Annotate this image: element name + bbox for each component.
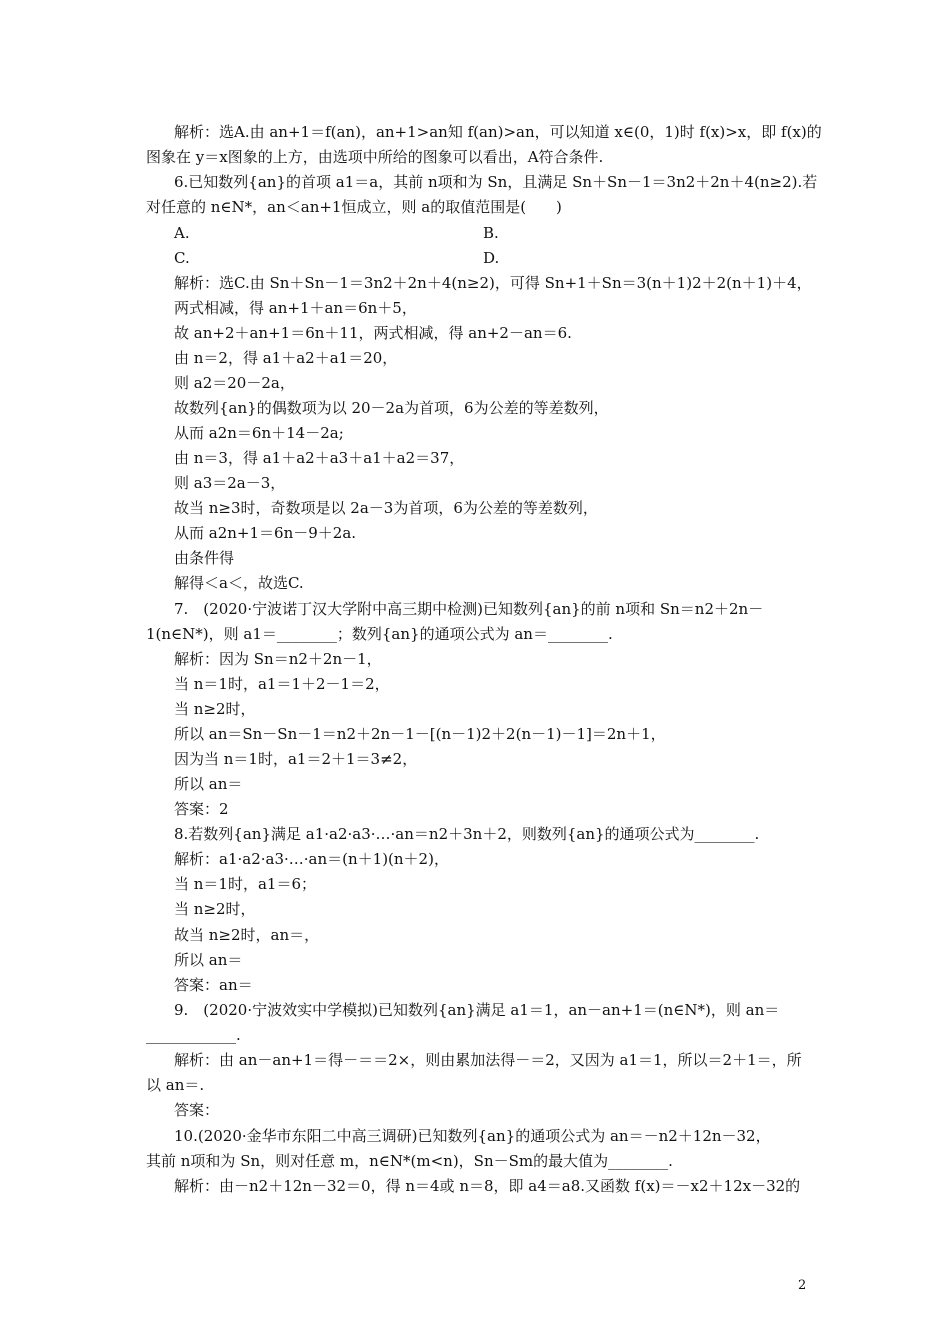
solution-8-line-5: 所以 an＝ — [174, 951, 243, 969]
solution-6-line-7: 从而 a2n＝6n＋14－2a; — [174, 424, 344, 442]
solution-6-line-6: 故数列{an}的偶数项为以 20－2a为首项，6为公差的等差数列， — [174, 399, 609, 417]
solution-7-line-3: 当 n≥2时， — [174, 700, 256, 718]
answer-9: 答案： — [174, 1101, 220, 1119]
option-d: D. — [483, 249, 500, 267]
solution-5-line-2: 图象在 y＝x图象的上方，由选项中所给的图象可以看出，A符合条件. — [146, 148, 604, 166]
answer-8: 答案：an＝ — [174, 976, 253, 994]
answer-7: 答案：2 — [174, 800, 229, 818]
solution-7-line-2: 当 n＝1时，a1＝1＋2－1＝2， — [174, 675, 390, 693]
question-10-line-1: 10.(2020·金华市东阳二中高三调研)已知数列{an}的通项公式为 an＝－n2＋12n－32， — [174, 1127, 771, 1145]
solution-5-line-1: 解析：选A.由 an+1＝f(an)，an+1>an知 f(an)>an，可以知道 x∈(0，1)时 f(x)>x，即 f(x)的 — [174, 123, 822, 141]
question-9-line-1: 9. (2020·宁波效实中学模拟)已知数列{an}满足 a1＝1，an－an+1＝(n∈N*)，则 an＝ — [174, 1001, 780, 1019]
solution-7-line-4: 所以 an＝Sn－Sn－1＝n2＋2n－1－[(n－1)2＋2(n－1)－1]＝2n＋1， — [174, 725, 666, 743]
option-a: A. — [174, 224, 190, 242]
solution-8-line-4: 故当 n≥2时，an＝， — [174, 926, 320, 944]
page-number: 2 — [798, 1278, 807, 1293]
solution-6-line-1: 解析：选C.由 Sn＋Sn－1＝3n2＋2n＋4(n≥2)，可得 Sn+1＋Sn＝3(n＋1)2＋2(n＋1)＋4， — [174, 274, 812, 292]
solution-7-line-5: 因为当 n＝1时，a1＝2＋1＝3≠2， — [174, 750, 418, 768]
solution-6-line-3: 故 an+2＋an+1＝6n＋11，两式相减，得 an+2－an＝6. — [174, 324, 572, 342]
solution-6-line-4: 由 n＝2，得 a1＋a2＋a1＝20， — [174, 349, 398, 367]
option-c: C. — [174, 249, 190, 267]
solution-8-line-2: 当 n＝1时，a1＝6； — [174, 875, 317, 893]
solution-6-line-11: 从而 a2n+1＝6n－9＋2a. — [174, 524, 357, 542]
option-b: B. — [483, 224, 499, 242]
question-9-line-2: ____________. — [146, 1026, 241, 1044]
solution-6-line-12: 由条件得 — [174, 549, 235, 567]
solution-8-line-1: 解析：a1·a2·a3·…·an＝(n＋1)(n＋2)， — [174, 850, 449, 868]
solution-9-line-2: 以 an＝. — [146, 1076, 205, 1094]
solution-9-line-1: 解析：由 an－an+1＝得－＝＝2×，则由累加法得－＝2，又因为 a1＝1，所以＝2＋1＝，所 — [174, 1051, 802, 1069]
question-6-line-1: 6.已知数列{an}的首项 a1＝a，其前 n项和为 Sn，且满足 Sn＋Sn－1＝3n2＋2n＋4(n≥2).若 — [174, 173, 818, 191]
question-7-line-2: 1(n∈N*)，则 a1＝________；数列{an}的通项公式为 an＝________. — [146, 625, 613, 643]
solution-7-line-1: 解析：因为 Sn＝n2＋2n－1， — [174, 650, 382, 668]
question-6-line-2: 对任意的 n∈N*，an＜an+1恒成立，则 a的取值范围是( ) — [146, 198, 562, 216]
solution-6-line-2: 两式相减，得 an+1＋an＝6n＋5， — [174, 299, 417, 317]
solution-6-line-9: 则 a3＝2a－3， — [174, 474, 286, 492]
solution-8-line-3: 当 n≥2时， — [174, 900, 256, 918]
question-8-line-1: 8.若数列{an}满足 a1·a2·a3·…·an＝n2＋3n＋2，则数列{an}的通项公式为________. — [174, 825, 760, 843]
solution-10-line-1: 解析：由－n2＋12n－32＝0，得 n＝4或 n＝8，即 a4＝a8.又函数 f(x)＝－x2＋12x－32的 — [174, 1177, 801, 1195]
question-7-line-1: 7. (2020·宁波诺丁汉大学附中高三期中检测)已知数列{an}的前 n项和 Sn＝n2＋2n－ — [174, 600, 764, 618]
solution-6-line-8: 由 n＝3，得 a1＋a2＋a3＋a1＋a2＝37， — [174, 449, 465, 467]
solution-6-line-13: 解得＜a＜，故选C. — [174, 574, 304, 592]
solution-7-line-6: 所以 an＝ — [174, 775, 243, 793]
solution-6-line-10: 故当 n≥3时，奇数项是以 2a－3为首项，6为公差的等差数列， — [174, 499, 598, 517]
solution-6-line-5: 则 a2＝20－2a， — [174, 374, 295, 392]
question-10-line-2: 其前 n项和为 Sn，则对任意 m，n∈N*(m<n)，Sn－Sm的最大值为________. — [146, 1152, 673, 1170]
